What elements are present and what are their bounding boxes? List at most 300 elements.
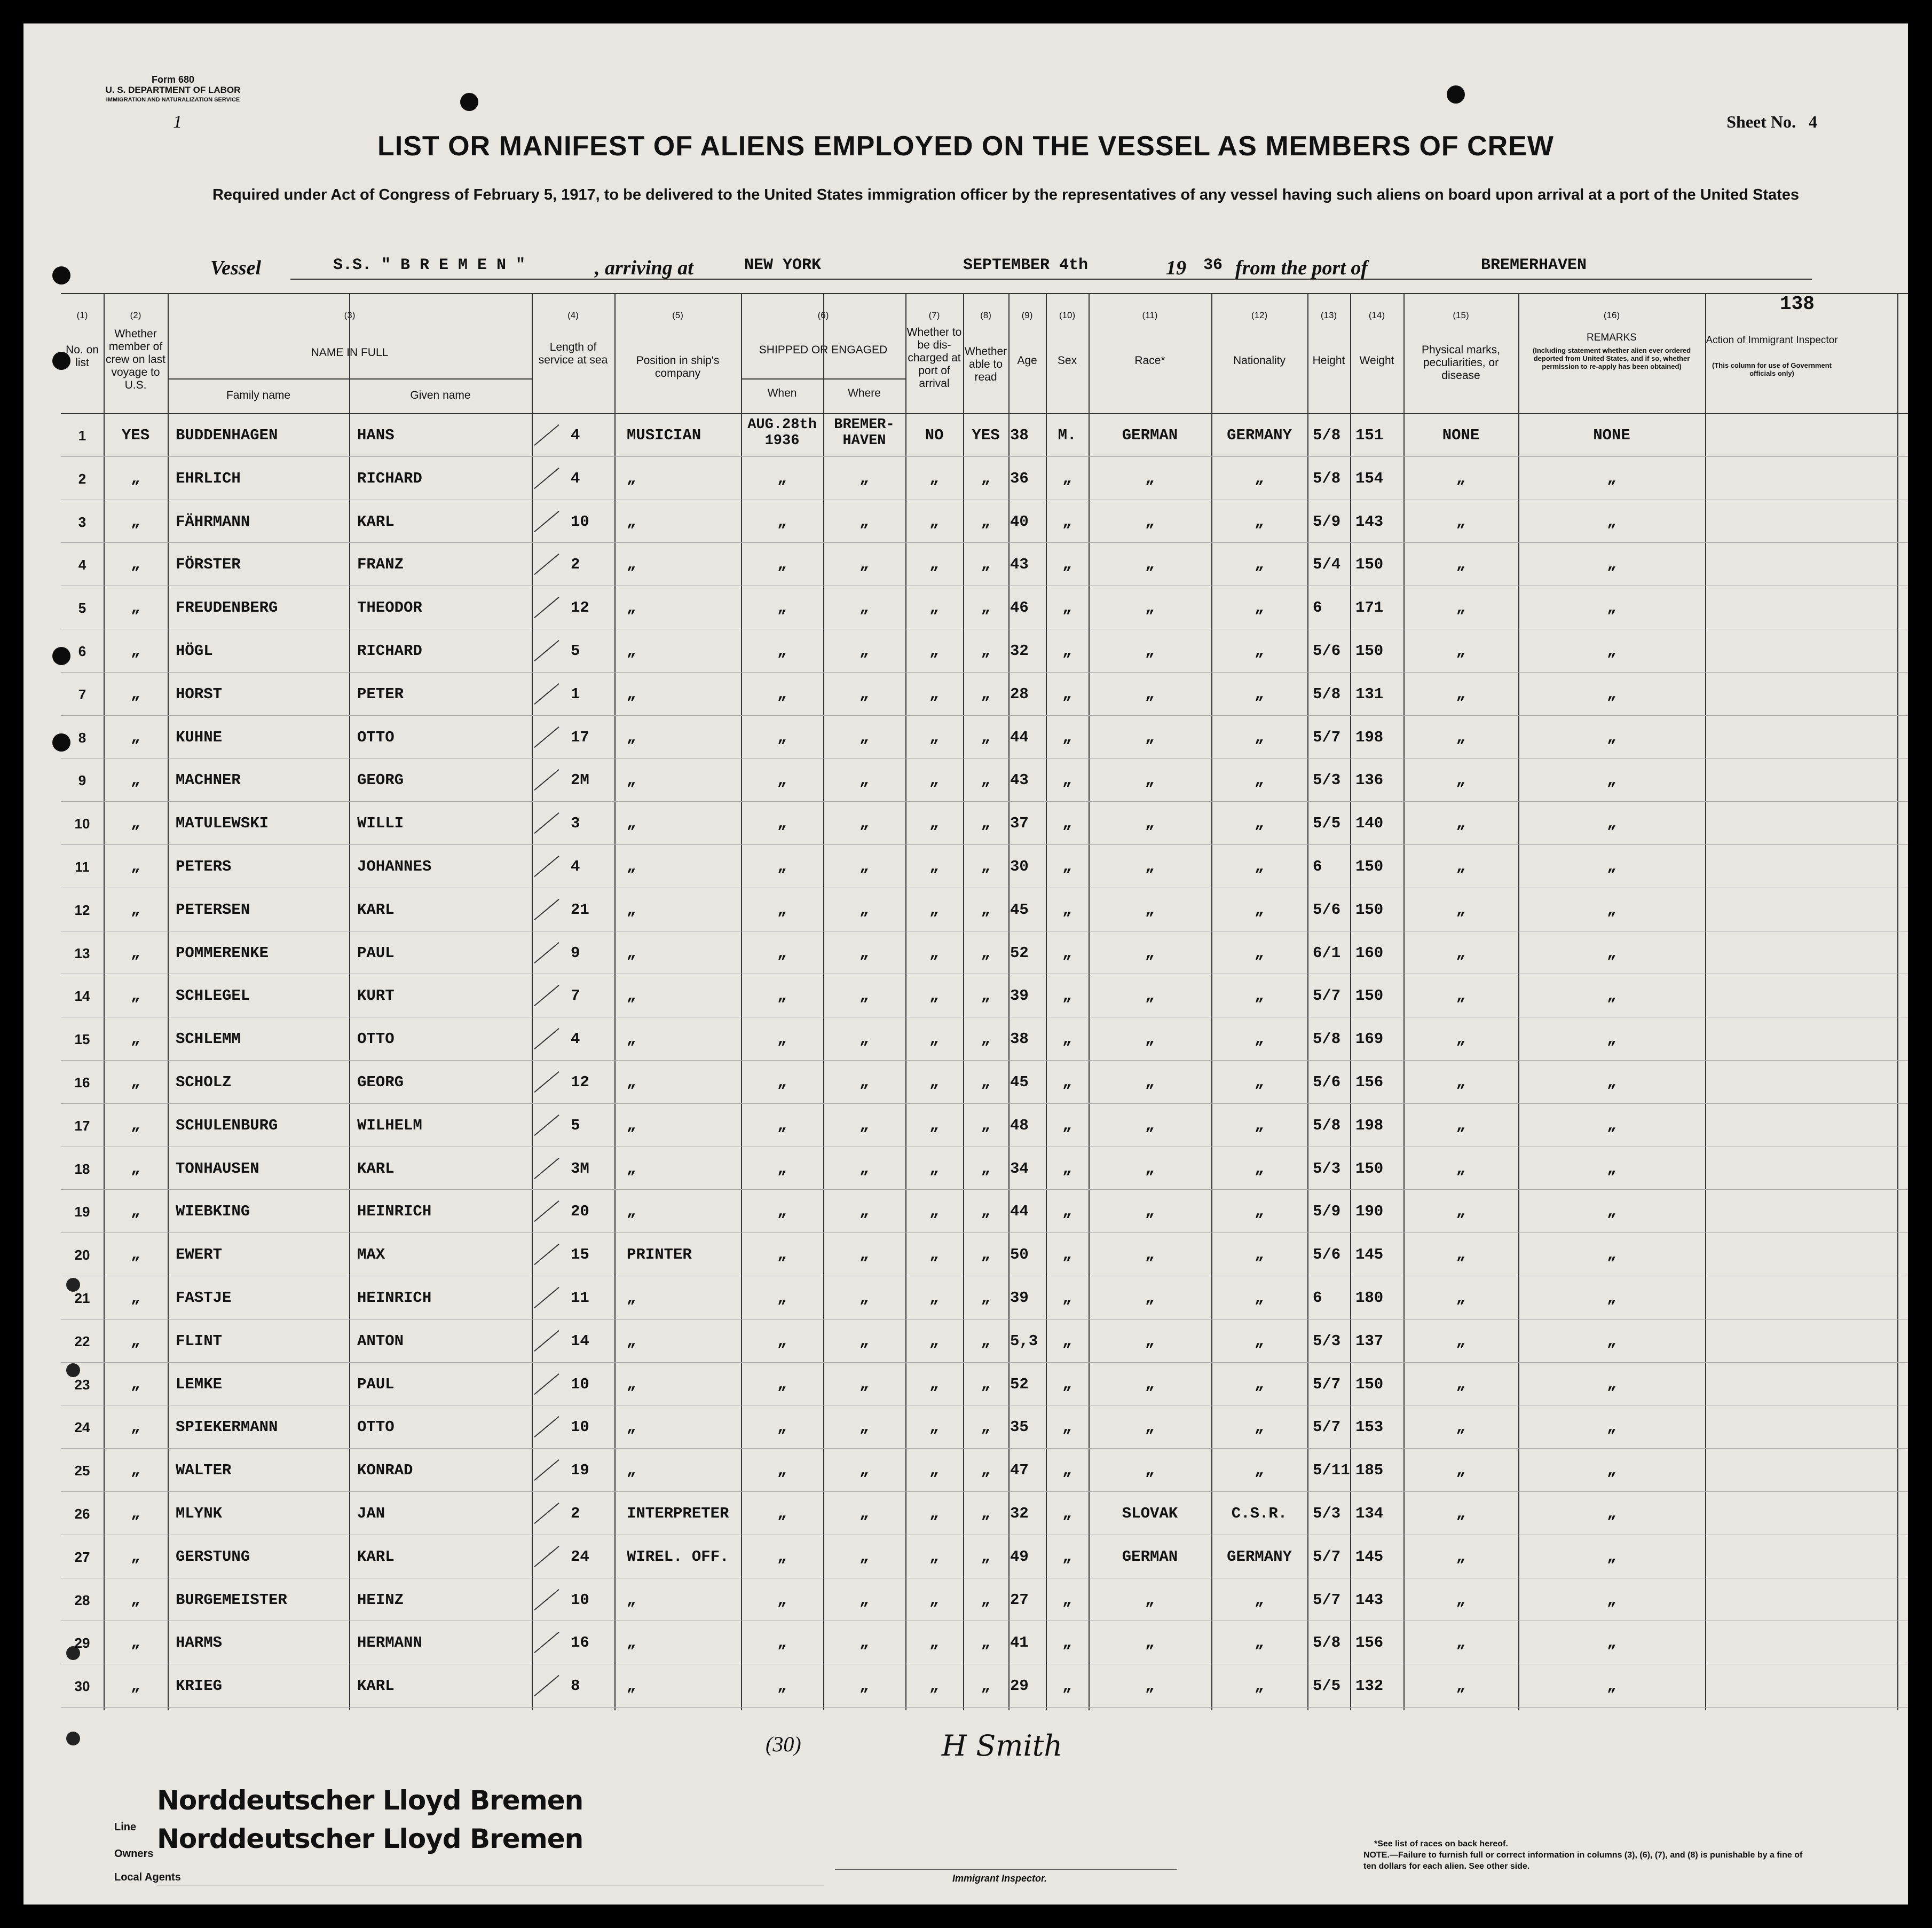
cell-remarks: „ — [1607, 1116, 1616, 1134]
service-tick-mark — [534, 1546, 559, 1567]
cell-member: „ — [131, 1289, 140, 1307]
document-title: LIST OR MANIFEST OF ALIENS EMPLOYED ON THE VESSEL AS MEMBERS OF CREW — [377, 131, 1554, 162]
cell-sex: „ — [1062, 728, 1072, 746]
cell-race: „ — [1145, 1030, 1155, 1048]
cell-member: „ — [131, 858, 140, 875]
cell-when: „ — [777, 1030, 787, 1048]
cell-nationality: GERMANY — [1227, 426, 1292, 444]
cell-weight: 150 — [1355, 987, 1384, 1005]
cell-sex: „ — [1062, 1030, 1072, 1048]
immigrant-inspector-label: Immigrant Inspector. — [952, 1873, 1047, 1884]
cell-position: „ — [627, 556, 636, 574]
cell-sex: „ — [1062, 1418, 1072, 1436]
cell-discharged: „ — [929, 815, 939, 833]
cell-remarks: „ — [1607, 815, 1616, 833]
cell-read: „ — [981, 1203, 991, 1221]
cell-race: „ — [1145, 512, 1155, 531]
cell-age: 36 — [1010, 469, 1029, 487]
cell-race: „ — [1145, 1591, 1155, 1609]
cell-remarks: „ — [1607, 512, 1616, 531]
cell-nationality: „ — [1255, 900, 1264, 919]
service-tick-mark — [534, 1287, 559, 1308]
cell-service: 4 — [571, 858, 580, 875]
cell-nationality: „ — [1255, 858, 1264, 875]
cell-service: 10 — [571, 1418, 589, 1436]
cell-where: „ — [859, 1289, 869, 1307]
row-rule — [61, 1362, 1908, 1363]
cell-position: „ — [627, 1030, 636, 1048]
service-tick-mark — [534, 769, 559, 791]
cell-remarks: „ — [1607, 1375, 1616, 1393]
cell-where: „ — [859, 858, 869, 875]
cell-position: „ — [627, 1116, 636, 1134]
cell-read: „ — [981, 900, 991, 919]
arrival-date: SEPTEMBER 4th — [963, 256, 1089, 274]
cell-position: „ — [627, 944, 636, 962]
cell-where: „ — [859, 771, 869, 789]
cell-age: 46 — [1010, 599, 1029, 617]
cell-nationality: „ — [1255, 469, 1264, 487]
cell-position: WIREL. OFF. — [627, 1547, 729, 1566]
cell-height: 5/7 — [1313, 1591, 1341, 1609]
cell-no: 30 — [74, 1678, 90, 1695]
header-sex: Sex — [1057, 354, 1077, 367]
cell-marks: „ — [1456, 1073, 1466, 1091]
cell-discharged: „ — [929, 1159, 939, 1178]
service-tick-mark — [534, 1200, 559, 1222]
cell-member: „ — [131, 1159, 140, 1178]
cell-marks: „ — [1456, 1159, 1466, 1178]
cell-remarks: „ — [1607, 1461, 1616, 1480]
cell-age: 48 — [1010, 1116, 1029, 1134]
cell-given: HEINZ — [357, 1591, 404, 1609]
cell-discharged: „ — [929, 1203, 939, 1221]
cell-marks: „ — [1456, 599, 1466, 617]
cell-discharged: „ — [929, 944, 939, 962]
cell-read: „ — [981, 1030, 991, 1048]
cell-given: RICHARD — [357, 469, 422, 487]
cell-race: „ — [1145, 1677, 1155, 1695]
header-position: Position in ship's company — [636, 354, 720, 380]
cell-where: „ — [859, 1547, 869, 1566]
cell-position: „ — [627, 1375, 636, 1393]
service-tick-mark — [534, 1675, 559, 1696]
owners-stamp: Norddeutscher Lloyd Bremen — [157, 1823, 583, 1854]
row-rule — [61, 1707, 1908, 1708]
header-weight: Weight — [1359, 354, 1394, 367]
cell-where: „ — [859, 469, 869, 487]
column-rule — [905, 293, 906, 1710]
cell-where: „ — [859, 1461, 869, 1480]
cell-service: 15 — [571, 1246, 589, 1264]
header-when: When — [767, 387, 797, 399]
cell-member: „ — [131, 900, 140, 919]
column-rule — [1046, 293, 1047, 1710]
header-length-of-service: Length of service at sea — [538, 341, 608, 366]
cell-remarks: „ — [1607, 900, 1616, 919]
header-no-on-list: No. on list — [66, 344, 99, 369]
cell-member: „ — [131, 1591, 140, 1609]
cell-height: 5/8 — [1313, 469, 1341, 487]
cell-sex: „ — [1062, 1375, 1072, 1393]
service-tick-mark — [534, 1632, 559, 1653]
cell-shipped-when1: AUG.28th — [747, 417, 817, 433]
cell-family: MATULEWSKI — [176, 815, 269, 833]
cell-discharged: „ — [929, 556, 939, 574]
cell-race: „ — [1145, 685, 1155, 703]
cell-member: „ — [131, 1634, 140, 1652]
cell-given: GEORG — [357, 1073, 404, 1091]
cell-where: „ — [859, 642, 869, 660]
cell-marks: „ — [1456, 1634, 1466, 1652]
vessel-label: Vessel — [210, 257, 261, 279]
col-num: (11) — [1142, 310, 1158, 320]
cell-race: SLOVAK — [1122, 1505, 1178, 1522]
cell-height: 5/8 — [1313, 426, 1341, 444]
cell-nationality: „ — [1255, 1375, 1264, 1393]
cell-where: „ — [859, 1634, 869, 1652]
cell-discharged: „ — [929, 1289, 939, 1307]
cell-weight: 180 — [1355, 1289, 1384, 1307]
col-num: (13) — [1320, 310, 1337, 320]
cell-age: 44 — [1010, 1203, 1029, 1221]
cell-no: 9 — [78, 772, 86, 789]
cell-sex: „ — [1062, 1289, 1072, 1307]
arriving-port: NEW YORK — [744, 256, 822, 274]
cell-race: „ — [1145, 1116, 1155, 1134]
cell-nationality: „ — [1255, 987, 1264, 1005]
line-stamp: Norddeutscher Lloyd Bremen — [157, 1785, 583, 1816]
sheet-number-value: 4 — [1809, 112, 1817, 131]
cell-where: „ — [859, 944, 869, 962]
cell-when: „ — [777, 1246, 787, 1264]
cell-remarks: „ — [1607, 599, 1616, 617]
service-tick-mark — [534, 942, 559, 963]
header-rule — [61, 413, 1908, 414]
service-tick-mark — [534, 424, 559, 446]
cell-height: 6 — [1313, 1289, 1322, 1307]
cell-when: „ — [777, 599, 787, 617]
cell-weight: 150 — [1355, 858, 1384, 875]
manifest-table — [61, 293, 1908, 1782]
cell-weight: 131 — [1355, 685, 1384, 703]
cell-sex: „ — [1062, 685, 1072, 703]
cell-no: 25 — [74, 1463, 90, 1479]
cell-discharged: „ — [929, 512, 939, 531]
cell-weight: 151 — [1355, 426, 1384, 444]
cell-position: „ — [627, 1634, 636, 1652]
cell-service: 11 — [571, 1289, 589, 1307]
cell-where: „ — [859, 512, 869, 531]
cell-marks: „ — [1456, 858, 1466, 875]
cell-race: „ — [1145, 900, 1155, 919]
cell-service: 5 — [571, 1116, 580, 1134]
column-rule — [614, 293, 616, 1710]
cell-when: „ — [777, 1116, 787, 1134]
cell-remarks: „ — [1607, 469, 1616, 487]
cell-age: 44 — [1010, 728, 1029, 746]
cell-when: „ — [777, 944, 787, 962]
cell-position: „ — [627, 512, 636, 531]
cell-position: „ — [627, 469, 636, 487]
cell-family: SCHLEMM — [176, 1030, 241, 1048]
cell-marks: „ — [1456, 1418, 1466, 1436]
cell-where: „ — [859, 1030, 869, 1048]
cell-no: 4 — [78, 557, 86, 573]
cell-read: „ — [981, 1375, 991, 1393]
cell-service: 12 — [571, 599, 589, 617]
col-num: (3) — [344, 310, 356, 320]
cell-nationality: C.S.R. — [1231, 1505, 1288, 1522]
cell-service: 4 — [571, 1030, 580, 1048]
cell-nationality: „ — [1255, 1289, 1264, 1307]
service-tick-mark — [534, 1416, 559, 1437]
cell-marks: „ — [1456, 900, 1466, 919]
service-tick-mark — [534, 468, 559, 489]
cell-sex: „ — [1062, 1461, 1072, 1480]
cell-where: „ — [859, 1332, 869, 1350]
cell-age: 30 — [1010, 858, 1029, 875]
inspector-line — [835, 1869, 1177, 1870]
cell-discharged: „ — [929, 1332, 939, 1350]
header-rule — [61, 293, 1908, 294]
cell-height: 5/6 — [1313, 1073, 1341, 1091]
col-num: (6) — [817, 310, 829, 320]
cell-no: 16 — [74, 1074, 90, 1091]
cell-height: 5/6 — [1313, 642, 1341, 660]
cell-when: „ — [777, 1159, 787, 1178]
cell-where: „ — [859, 1375, 869, 1393]
col-num: (10) — [1059, 310, 1076, 320]
cell-given: KURT — [357, 987, 395, 1005]
header-name-in-full: NAME IN FULL — [311, 346, 389, 359]
col-num: (15) — [1453, 310, 1469, 320]
cell-sex: „ — [1062, 642, 1072, 660]
local-agents-label: Local Agents — [114, 1871, 181, 1883]
cell-age: 32 — [1010, 642, 1029, 660]
col-num: (8) — [980, 310, 991, 320]
cell-weight: 150 — [1355, 1159, 1384, 1178]
service-name: IMMIGRATION AND NATURALIZATION SERVICE — [106, 97, 240, 103]
cell-age: 43 — [1010, 556, 1029, 574]
cell-position: „ — [627, 599, 636, 617]
cell-family: LEMKE — [176, 1375, 223, 1393]
cell-discharged: „ — [929, 1547, 939, 1566]
cell-age: 34 — [1010, 1159, 1029, 1178]
cell-family: WIEBKING — [176, 1203, 250, 1221]
cell-given: MAX — [357, 1246, 385, 1264]
header-physical-marks: Physical marks, peculiarities, or disease — [1421, 344, 1501, 382]
cell-discharged: „ — [929, 728, 939, 746]
cell-nationality: „ — [1255, 1116, 1264, 1134]
cell-read: „ — [981, 1677, 991, 1695]
cell-service: 5 — [571, 642, 580, 660]
cell-member: „ — [131, 1073, 140, 1091]
cell-given: KARL — [357, 900, 395, 919]
subheader-rule — [168, 378, 532, 380]
header-family-name: Family name — [226, 389, 291, 401]
service-tick-mark — [534, 1459, 559, 1481]
cell-nationality: „ — [1255, 1203, 1264, 1221]
cell-where: „ — [859, 1073, 869, 1091]
vessel-name: S.S. " B R E M E N " — [333, 256, 526, 274]
column-rule — [823, 293, 824, 1710]
cell-family: BURGEMEISTER — [176, 1591, 287, 1609]
cell-position: „ — [627, 1418, 636, 1436]
cell-weight: 145 — [1355, 1547, 1384, 1566]
header-given-name: Given name — [410, 389, 471, 401]
cell-nationality: „ — [1255, 1677, 1264, 1695]
cell-read: „ — [981, 512, 991, 531]
col-num: (16) — [1603, 310, 1620, 320]
cell-given: WILLI — [357, 815, 404, 833]
cell-race: „ — [1145, 1289, 1155, 1307]
header-where: Where — [848, 387, 881, 399]
cell-read: „ — [981, 858, 991, 875]
cell-when: „ — [777, 1375, 787, 1393]
column-rule — [1705, 293, 1706, 1710]
cell-member: „ — [131, 1246, 140, 1264]
cell-family: HORST — [176, 685, 223, 703]
cell-sex: „ — [1062, 1505, 1072, 1522]
cell-position: „ — [627, 815, 636, 833]
cell-family: FASTJE — [176, 1289, 232, 1307]
cell-position: MUSICIAN — [627, 426, 701, 444]
cell-race: „ — [1145, 1461, 1155, 1480]
cell-where: „ — [859, 1246, 869, 1264]
cell-discharged: „ — [929, 1461, 939, 1480]
column-rule — [532, 293, 533, 1710]
cell-race: „ — [1145, 728, 1155, 746]
cell-sex: „ — [1062, 556, 1072, 574]
cell-family: PETERS — [176, 858, 232, 875]
cell-discharged: „ — [929, 1030, 939, 1048]
cell-family: FÄHRMANN — [176, 512, 250, 531]
cell-discharged: „ — [929, 1677, 939, 1695]
subheader-rule — [741, 378, 905, 380]
service-tick-mark — [534, 1330, 559, 1352]
cell-family: SCHOLZ — [176, 1073, 232, 1091]
cell-member: „ — [131, 1461, 140, 1480]
cell-service: 12 — [571, 1073, 589, 1091]
cell-marks: „ — [1456, 1375, 1466, 1393]
arriving-label: , arriving at — [595, 257, 693, 279]
cell-weight: 143 — [1355, 1591, 1384, 1609]
row-rule — [61, 1448, 1908, 1449]
year-suffix: 36 — [1203, 256, 1223, 274]
cell-no: 2 — [78, 470, 86, 487]
cell-height: 5/8 — [1313, 1634, 1341, 1652]
cell-marks: „ — [1456, 469, 1466, 487]
cell-race: GERMAN — [1122, 1547, 1178, 1566]
cell-no: 1 — [78, 428, 86, 444]
cell-height: 5/7 — [1313, 1418, 1341, 1436]
service-tick-mark — [534, 640, 559, 661]
cell-where: „ — [859, 815, 869, 833]
cell-sex: „ — [1062, 987, 1072, 1005]
cell-age: 38 — [1010, 1030, 1029, 1048]
cell-given: THEODOR — [357, 599, 422, 617]
cell-where: „ — [859, 1505, 869, 1522]
cell-nationality: „ — [1255, 685, 1264, 703]
footnote-races: *See list of races on back hereof. — [1374, 1839, 1508, 1848]
cell-age: 52 — [1010, 1375, 1029, 1393]
cell-given: ANTON — [357, 1332, 404, 1350]
cell-remarks: „ — [1607, 685, 1616, 703]
cell-service: 4 — [571, 469, 580, 487]
cell-race: „ — [1145, 642, 1155, 660]
voyage-line — [210, 253, 1812, 283]
cell-nationality: „ — [1255, 815, 1264, 833]
service-tick-mark — [534, 1158, 559, 1179]
cell-marks: „ — [1456, 771, 1466, 789]
service-tick-mark — [534, 1373, 559, 1395]
service-tick-mark — [534, 812, 559, 834]
cell-shipped-where1: BREMER- — [834, 417, 895, 433]
cell-race: „ — [1145, 1159, 1155, 1178]
cell-service: 21 — [571, 900, 589, 919]
cell-shipped-when2: 1936 — [764, 433, 800, 449]
cell-nationality: „ — [1255, 1332, 1264, 1350]
header-discharged: Whether to be dis-charged at port of arrival — [906, 326, 962, 390]
cell-marks: „ — [1456, 987, 1466, 1005]
cell-sex: „ — [1062, 1332, 1072, 1350]
cell-member: „ — [131, 685, 140, 703]
cell-sex: „ — [1062, 858, 1072, 875]
cell-height: 5/3 — [1313, 771, 1341, 789]
cell-remarks: „ — [1607, 1289, 1616, 1307]
cell-no: 6 — [78, 643, 86, 659]
service-tick-mark — [534, 1244, 559, 1265]
cell-marks: „ — [1456, 1591, 1466, 1609]
cell-sex: „ — [1062, 944, 1072, 962]
cell-where: „ — [859, 900, 869, 919]
cell-read: „ — [981, 1591, 991, 1609]
from-port-label: from the port of — [1235, 257, 1368, 279]
cell-when: „ — [777, 1677, 787, 1695]
cell-marks: „ — [1456, 1332, 1466, 1350]
cell-member: „ — [131, 1677, 140, 1695]
cell-position: „ — [627, 858, 636, 875]
cell-service: 3 — [571, 815, 580, 833]
year-prefix: 19 — [1166, 257, 1186, 279]
cell-member: „ — [131, 599, 140, 617]
column-rule — [1897, 293, 1898, 1710]
cell-remarks: „ — [1607, 1159, 1616, 1178]
cell-weight: 150 — [1355, 900, 1384, 919]
cell-read: „ — [981, 1418, 991, 1436]
cell-nationality: „ — [1255, 1634, 1264, 1652]
footnote-penalty: NOTE.—Failure to furnish full or correct information in columns (3), (6), (7), and (8) is punishable by a fine of ten dollars for each alien. See other side. — [1363, 1851, 1803, 1871]
cell-age: 35 — [1010, 1418, 1029, 1436]
cell-read: „ — [981, 1505, 991, 1522]
cell-marks: „ — [1456, 1461, 1466, 1480]
cell-weight: 153 — [1355, 1418, 1384, 1436]
cell-no: 7 — [78, 686, 86, 702]
cell-member: „ — [131, 728, 140, 746]
service-tick-mark — [534, 1589, 559, 1610]
cell-position: „ — [627, 1591, 636, 1609]
cell-race: „ — [1145, 556, 1155, 574]
cell-age: 37 — [1010, 815, 1029, 833]
cell-race: „ — [1145, 771, 1155, 789]
cell-remarks: „ — [1607, 944, 1616, 962]
cell-read: „ — [981, 1116, 991, 1134]
service-tick-mark — [534, 985, 559, 1006]
cell-family: SCHLEGEL — [176, 987, 250, 1005]
cell-nationality: „ — [1255, 1461, 1264, 1480]
cell-when: „ — [777, 900, 787, 919]
